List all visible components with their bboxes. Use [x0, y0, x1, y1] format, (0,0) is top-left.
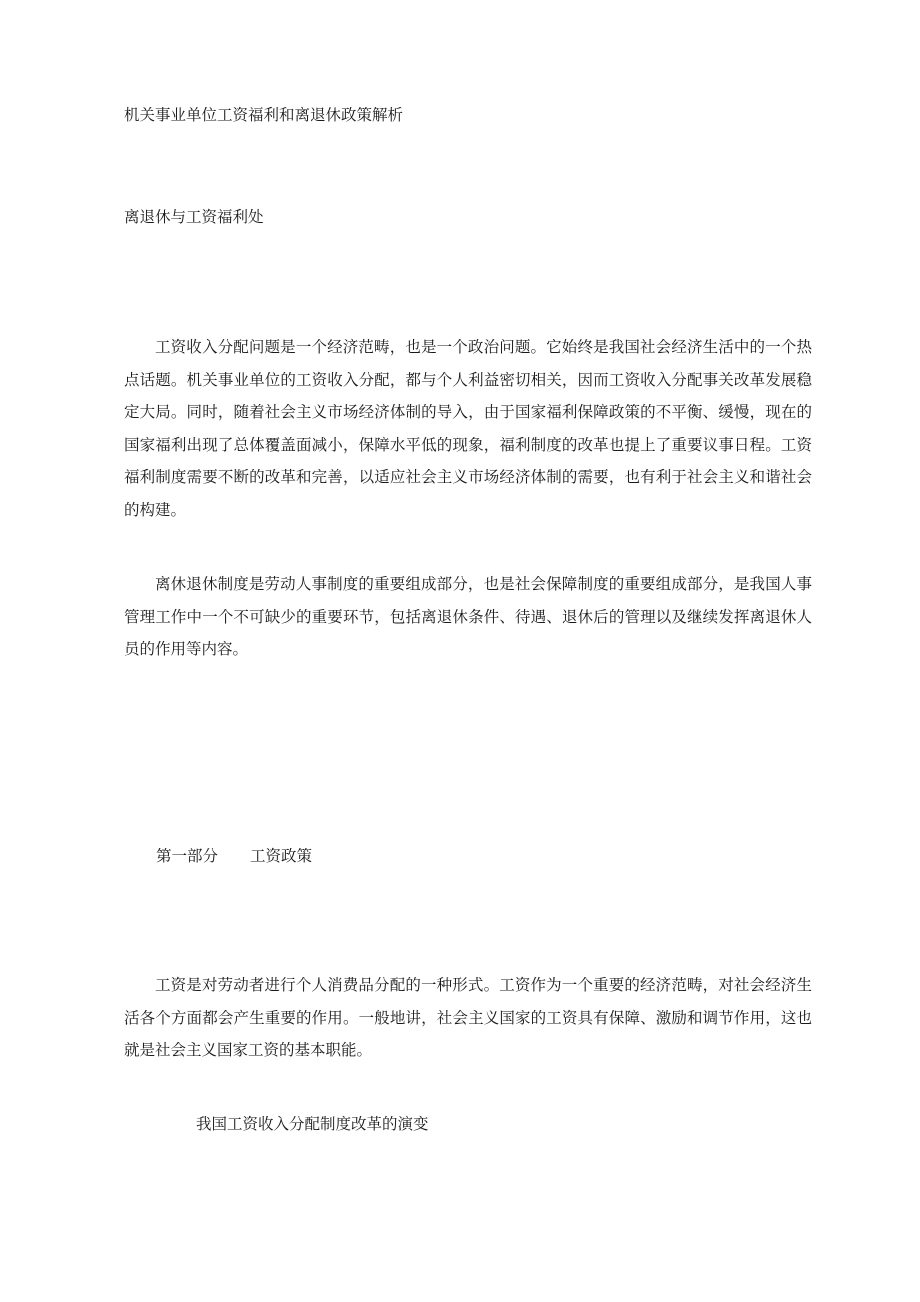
wage-paragraph: 工资是对劳动者进行个人消费品分配的一种形式。工资作为一个重要的经济范畴，对社会经济生活各个方面都会产生重要的作用。一般地讲，社会主义国家的工资具有保障、激励和调节作用，这也就是社会主义国家工资的基本职能。	[124, 976, 812, 1059]
document-title: 机关事业单位工资福利和离退休政策解析	[124, 106, 404, 124]
part-one-heading	[156, 845, 312, 867]
part-one-title: 工资政策	[250, 847, 313, 865]
subsection-title: 我国工资收入分配制度改革的演变	[196, 1115, 429, 1133]
intro-paragraph-2: 离休退休制度是劳动人事制度的重要组成部分，也是社会保障制度的重要组成部分，是我国人事管理工作中一个不可缺少的重要环节，包括离退休条件、待遇、退休后的管理以及继续发挥离退休人员的作用等内容。	[124, 575, 812, 658]
part-one-label: 第一部分	[156, 847, 219, 865]
department-name: 离退休与工资福利处	[124, 208, 264, 226]
intro-paragraph-1: 工资收入分配问题是一个经济范畴，也是一个政治问题。它始终是我国社会经济生活中的一个热点话题。机关事业单位的工资收入分配，都与个人利益密切相关，因而工资收入分配事关改革发展稳定大局。同时，随着社会主义市场经济体制的导入，由于国家福利保障政策的不平衡、缓慢，现在的国家福利出现了总体覆盖面减小，保障水平低的现象，福利制度的改革也提上了重要议事日程。工资福利制度需要不断的改革和完善，以适应社会主义市场经济体制的需要，也有利于社会主义和谐社会的构建。	[124, 338, 812, 519]
